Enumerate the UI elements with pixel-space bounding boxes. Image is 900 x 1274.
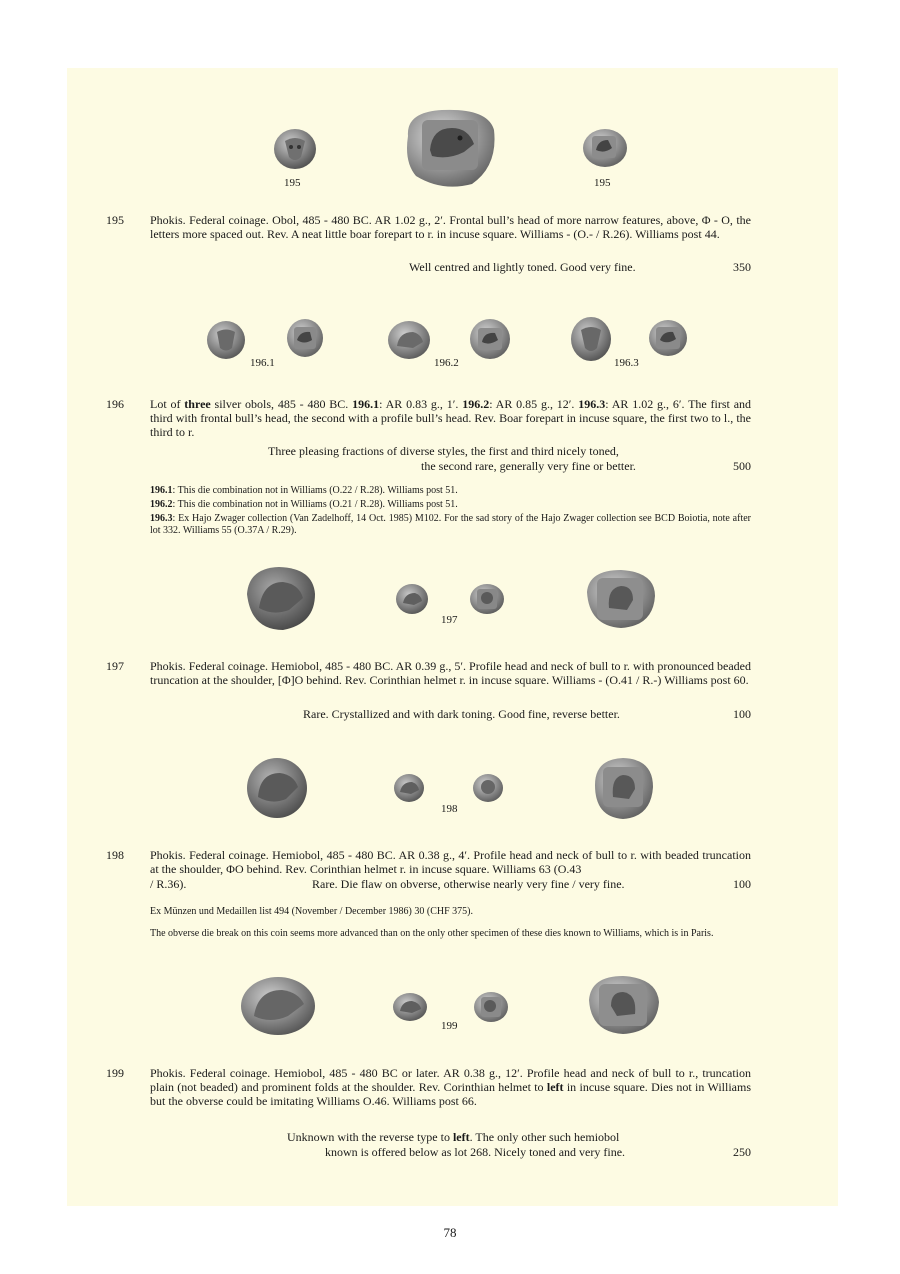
lot-198-description: Phokis. Federal coinage. Hemiobol, 485 - 480 BC. AR 0.38 g., 4′. Profile head and neck of bull to r. with beaded truncation at the shoulder, ΦO behind. Rev. Corinthian helmet r. in incuse square. Williams 63 (O.43 xyxy=(150,848,751,876)
lot-199-description: Phokis. Federal coinage. Hemiobol, 485 - 480 BC or later. AR 0.38 g., 12′. Profile head and neck of bull to r., truncation plain (not beaded) and prominent folds at the shoulder. Rev. Corinthian helmet to left in incuse square. Dies not in Williams but the obverse could be imitating Williams O.46. Williams post 66. xyxy=(150,1066,751,1108)
coin-198-reverse xyxy=(472,773,504,803)
lot-198-description-end: / R.36). xyxy=(150,877,187,891)
caption-197: 197 xyxy=(441,614,458,626)
lot-196-condition-line-2: the second rare, generally very fine or better. xyxy=(421,459,636,473)
coin-199-reverse xyxy=(473,991,509,1023)
lot-198-condition: Rare. Die flaw on obverse, otherwise nearly very fine / very fine. xyxy=(312,877,625,891)
caption-196-1: 196.1 xyxy=(250,357,275,369)
lot-197-condition: Rare. Crystallized and with dark toning. Good fine, reverse better. xyxy=(303,707,620,721)
lot-195-price: 350 xyxy=(733,260,751,274)
caption-196-2: 196.2 xyxy=(434,357,459,369)
coin-196-3-obverse xyxy=(570,316,612,362)
coin-195-obverse xyxy=(273,127,317,171)
lot-196-description: Lot of three silver obols, 485 - 480 BC. 196.1: AR 0.83 g., 1′. 196.2: AR 0.85 g., 12′. 196.3: AR 1.02 g., 6′. The first and third with frontal bull’s head, the second with a profile bull’s head. Rev. Boar forepart in incuse square, the first two to l., the third to r. xyxy=(150,397,752,439)
coin-198-obverse xyxy=(393,773,425,803)
coin-195-reverse xyxy=(582,128,628,168)
caption-199: 199 xyxy=(441,1020,458,1032)
coin-196-1-obverse xyxy=(206,320,246,360)
caption-195-right: 195 xyxy=(594,177,611,189)
coin-199-obverse xyxy=(392,992,428,1022)
lot-198-note-die-break: The obverse die break on this coin seems more advanced than on the only other specimen of these dies known to Williams, which is in Paris. xyxy=(150,928,714,939)
coin-196-2-reverse xyxy=(469,318,511,360)
coin-197-obverse xyxy=(395,583,429,615)
lot-number-195: 195 xyxy=(106,213,124,227)
coin-196-3-reverse xyxy=(648,318,688,358)
page-number: 78 xyxy=(443,1225,457,1240)
coin-199-obverse-enlarged xyxy=(240,976,316,1036)
lot-199-price: 250 xyxy=(733,1145,751,1159)
lot-number-197: 197 xyxy=(106,659,124,673)
lot-196-note-3: 196.3: Ex Hajo Zwager collection (Van Zadelhoff, 14 Oct. 1985) M102. For the sad story of the Hajo Zwager collection see BCD Boiotia, note after lot 332. Williams 55 (O.37A / R.29). xyxy=(150,513,751,536)
coin-197-obverse-enlarged xyxy=(243,564,317,632)
lot-196-condition-line-1: Three pleasing fractions of diverse styles, the first and third nicely toned, xyxy=(268,444,619,458)
coin-198-obverse-enlarged xyxy=(246,757,308,819)
coin-196-2-obverse xyxy=(387,320,431,360)
lot-198-note-provenance: Ex Münzen und Medaillen list 494 (November / December 1986) 30 (CHF 375). xyxy=(150,906,473,917)
lot-number-199: 199 xyxy=(106,1066,124,1080)
lot-195-description: Phokis. Federal coinage. Obol, 485 - 480 BC. AR 1.02 g., 2′. Frontal bull’s head of more narrow features, above, Φ - O, the letters more spaced out. Rev. A neat little boar forepart to r. in incuse square. Williams - (O.- / R.26). Williams post 44. xyxy=(150,213,751,241)
caption-195-left: 195 xyxy=(284,177,301,189)
lot-198-price: 100 xyxy=(733,877,751,891)
coin-195-obverse-enlarged xyxy=(402,106,498,190)
lot-195-condition: Well centred and lightly toned. Good very fine. xyxy=(409,260,636,274)
coin-197-reverse xyxy=(469,583,505,615)
coin-198-reverse-enlarged xyxy=(591,755,655,821)
lot-199-condition-line-1: Unknown with the reverse type to left. The only other such hemiobol xyxy=(287,1130,620,1144)
lot-197-description: Phokis. Federal coinage. Hemiobol, 485 - 480 BC. AR 0.39 g., 5′. Profile head and neck of bull to r. with pronounced beaded truncation at the shoulder, [Φ]O behind. Rev. Corinthian helmet r. in incuse square. Williams - (O.41 / R.-) Williams post 60. xyxy=(150,659,751,687)
lot-number-198: 198 xyxy=(106,848,124,862)
lot-197-price: 100 xyxy=(733,707,751,721)
coin-196-1-reverse xyxy=(286,318,324,358)
coin-197-reverse-enlarged xyxy=(583,568,657,630)
lot-number-196: 196 xyxy=(106,397,124,411)
coin-199-reverse-enlarged xyxy=(585,974,661,1036)
lot-199-condition-line-2: known is offered below as lot 268. Nicely toned and very fine. xyxy=(325,1145,626,1159)
caption-196-3: 196.3 xyxy=(614,357,639,369)
lot-196-note-2: 196.2: This die combination not in Williams (O.21 / R.28). Williams post 51. xyxy=(150,499,458,510)
lot-196-note-1: 196.1: This die combination not in Williams (O.22 / R.28). Williams post 51. xyxy=(150,485,458,496)
caption-198: 198 xyxy=(441,803,458,815)
lot-196-price: 500 xyxy=(733,459,751,473)
